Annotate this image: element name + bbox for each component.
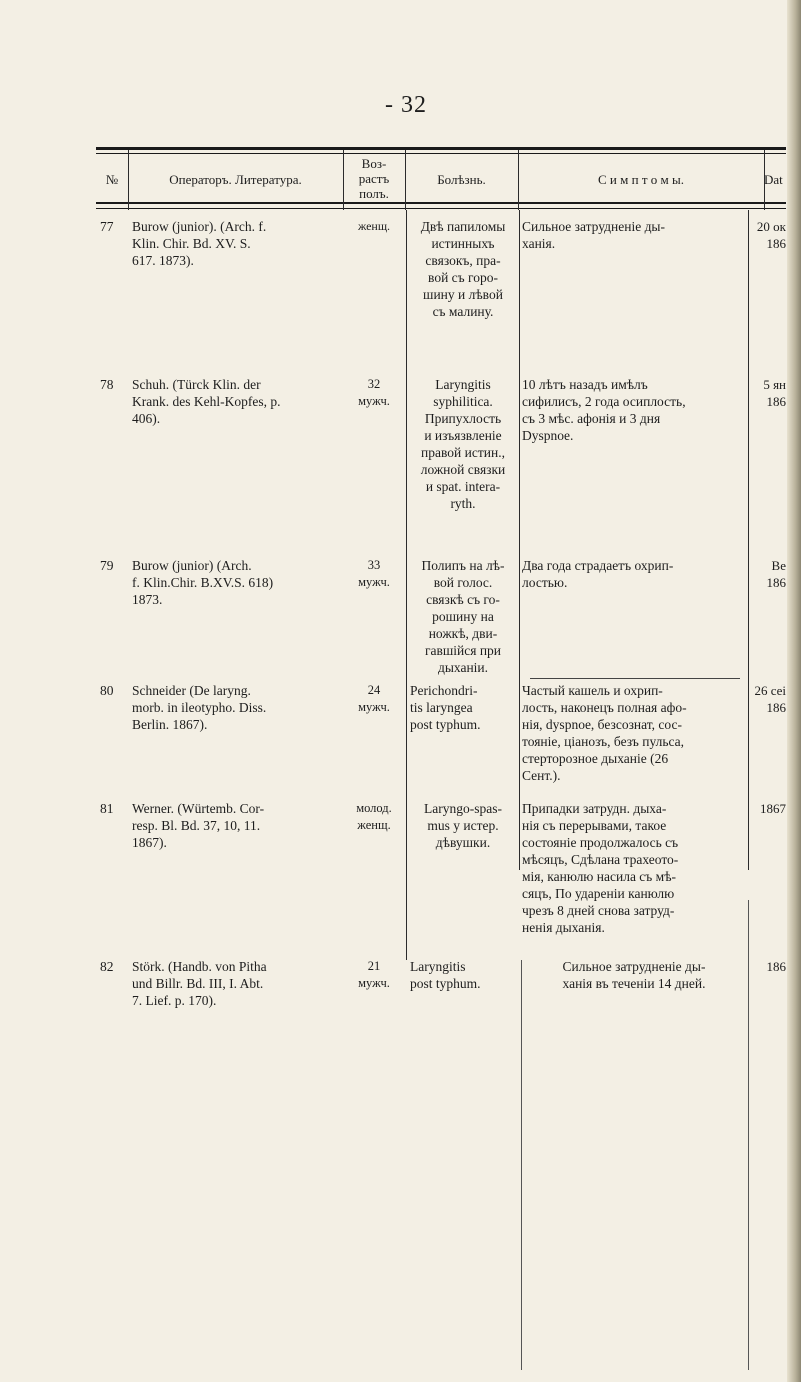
row-80-no: 80	[100, 683, 114, 698]
row-82-disease: Laryngitis post typhum.	[410, 959, 481, 991]
row-77-symptoms: Сильное затрудненіе ды- ханія.	[522, 219, 666, 251]
row-82-date: 186	[766, 959, 786, 974]
header-rule-2	[96, 208, 786, 209]
row-81-no: 81	[100, 801, 114, 816]
row-81-age: молод. женщ.	[356, 801, 392, 832]
row-81-symptoms: Припадки затрудн. дыха- нія съ перерывами, такое состояніе продолжалось съ мѣсяцъ, Сдѣлана трахеото- мія, канюлю насила съ мѣ- сяцъ, По удареніи канюлю чрезъ 8 дней снова затруд- ненія дыханія.	[522, 801, 679, 935]
row-82-symptoms: Сильное затрудненіе ды- ханія въ теченіи 14 дней.	[562, 959, 706, 991]
header-rule-1	[96, 202, 786, 204]
row-82-operator: Störk. (Handb. von Pitha und Billr. Bd. III, I. Abt. 7. Lief. p. 170).	[132, 959, 267, 1008]
row-78-symptoms: 10 лѣтъ назадъ имѣлъ сифилисъ, 2 года осиплость, съ 3 мѣс. афонія и 3 дня Dyspnoe.	[522, 377, 686, 443]
row-77-age: женщ.	[357, 219, 391, 233]
row-79-date: Be 186	[766, 558, 786, 590]
row-78-operator: Schuh. (Türck Klin. der Krank. des Kehl-Kopfes, p. 406).	[132, 377, 281, 426]
row-79-no: 79	[100, 558, 114, 573]
row-80-date: 26 сеі 186	[754, 683, 786, 715]
row-78-age: 32 мужч.	[358, 377, 390, 408]
row-80-operator: Schneider (De laryng. morb. in ileotypho. Diss. Berlin. 1867).	[132, 683, 267, 732]
col-divider-lower-5	[748, 900, 749, 1370]
row-78-disease: Laryngitis syphilitica. Припухлость и изъязвленіе правой истин., ложной связки и spat. intera- ryth.	[420, 377, 506, 511]
row-81-date: 1867	[760, 801, 786, 816]
row-79-disease: Полипъ на лѣ- вой голос. связкѣ съ го- рошину на ножкѣ, дви- гавшійся при дыханіи.	[421, 558, 505, 675]
header-symptoms: С и м п т о м ы.	[598, 172, 684, 187]
col-divider-body-3	[406, 210, 407, 960]
row-77-no: 77	[100, 219, 114, 234]
top-rule-thin	[96, 153, 786, 154]
row-81-operator: Werner. (Würtemb. Cor- resp. Bl. Bd. 37, 10, 11. 1867).	[132, 801, 265, 850]
header-date: Dat	[764, 172, 783, 187]
header-operator: Операторъ. Литература.	[169, 172, 302, 187]
page-number: - 32	[385, 92, 427, 118]
row-79-age: 33 мужч.	[358, 558, 390, 589]
row-78-date: 5 ян 186	[763, 377, 786, 409]
header-age: Воз- растъ полъ.	[358, 156, 390, 201]
row-79-symptoms: Два года страдаетъ охрип- лостью.	[522, 558, 674, 590]
row-82-no: 82	[100, 959, 114, 974]
row-80-age: 24 мужч.	[358, 683, 390, 714]
col-divider-body-4	[519, 210, 520, 870]
header-no: №	[105, 172, 119, 187]
row-78-no: 78	[100, 377, 114, 392]
page-edge-shadow	[787, 0, 801, 1382]
row-80-symptoms-top-line	[530, 678, 740, 679]
header-disease: Болѣзнь.	[437, 172, 486, 187]
top-rule-thick	[96, 147, 786, 150]
row-77-date: 20 ок 186	[756, 219, 786, 251]
col-divider-lower-4	[521, 960, 522, 1370]
row-77-operator: Burow (junior). (Arch. f. Klin. Chir. Bd. XV. S. 617. 1873).	[132, 219, 267, 268]
row-81-disease: Laryngo-spas- mus у истер. дѣвушки.	[424, 801, 502, 850]
row-77-disease: Двѣ папиломы истинныхъ связокъ, пра- вой съ горо- шину и лѣвой съ малину.	[420, 219, 506, 319]
row-79-operator: Burow (junior) (Arch. f. Klin.Chir. B.XV.S. 618) 1873.	[132, 558, 274, 607]
col-divider-body-5	[748, 210, 749, 870]
row-82-age: 21 мужч.	[358, 959, 390, 990]
row-80-disease: Perichondri- tis laryngea post typhum.	[410, 683, 481, 732]
row-80-symptoms: Частый кашель и охрип- лость, наконецъ полная афо- нія, dyspnoe, безсознат, сос- тояніе, ціанозъ, безъ пульса, стерторозное дыханіе (26 Сент.).	[522, 683, 687, 783]
